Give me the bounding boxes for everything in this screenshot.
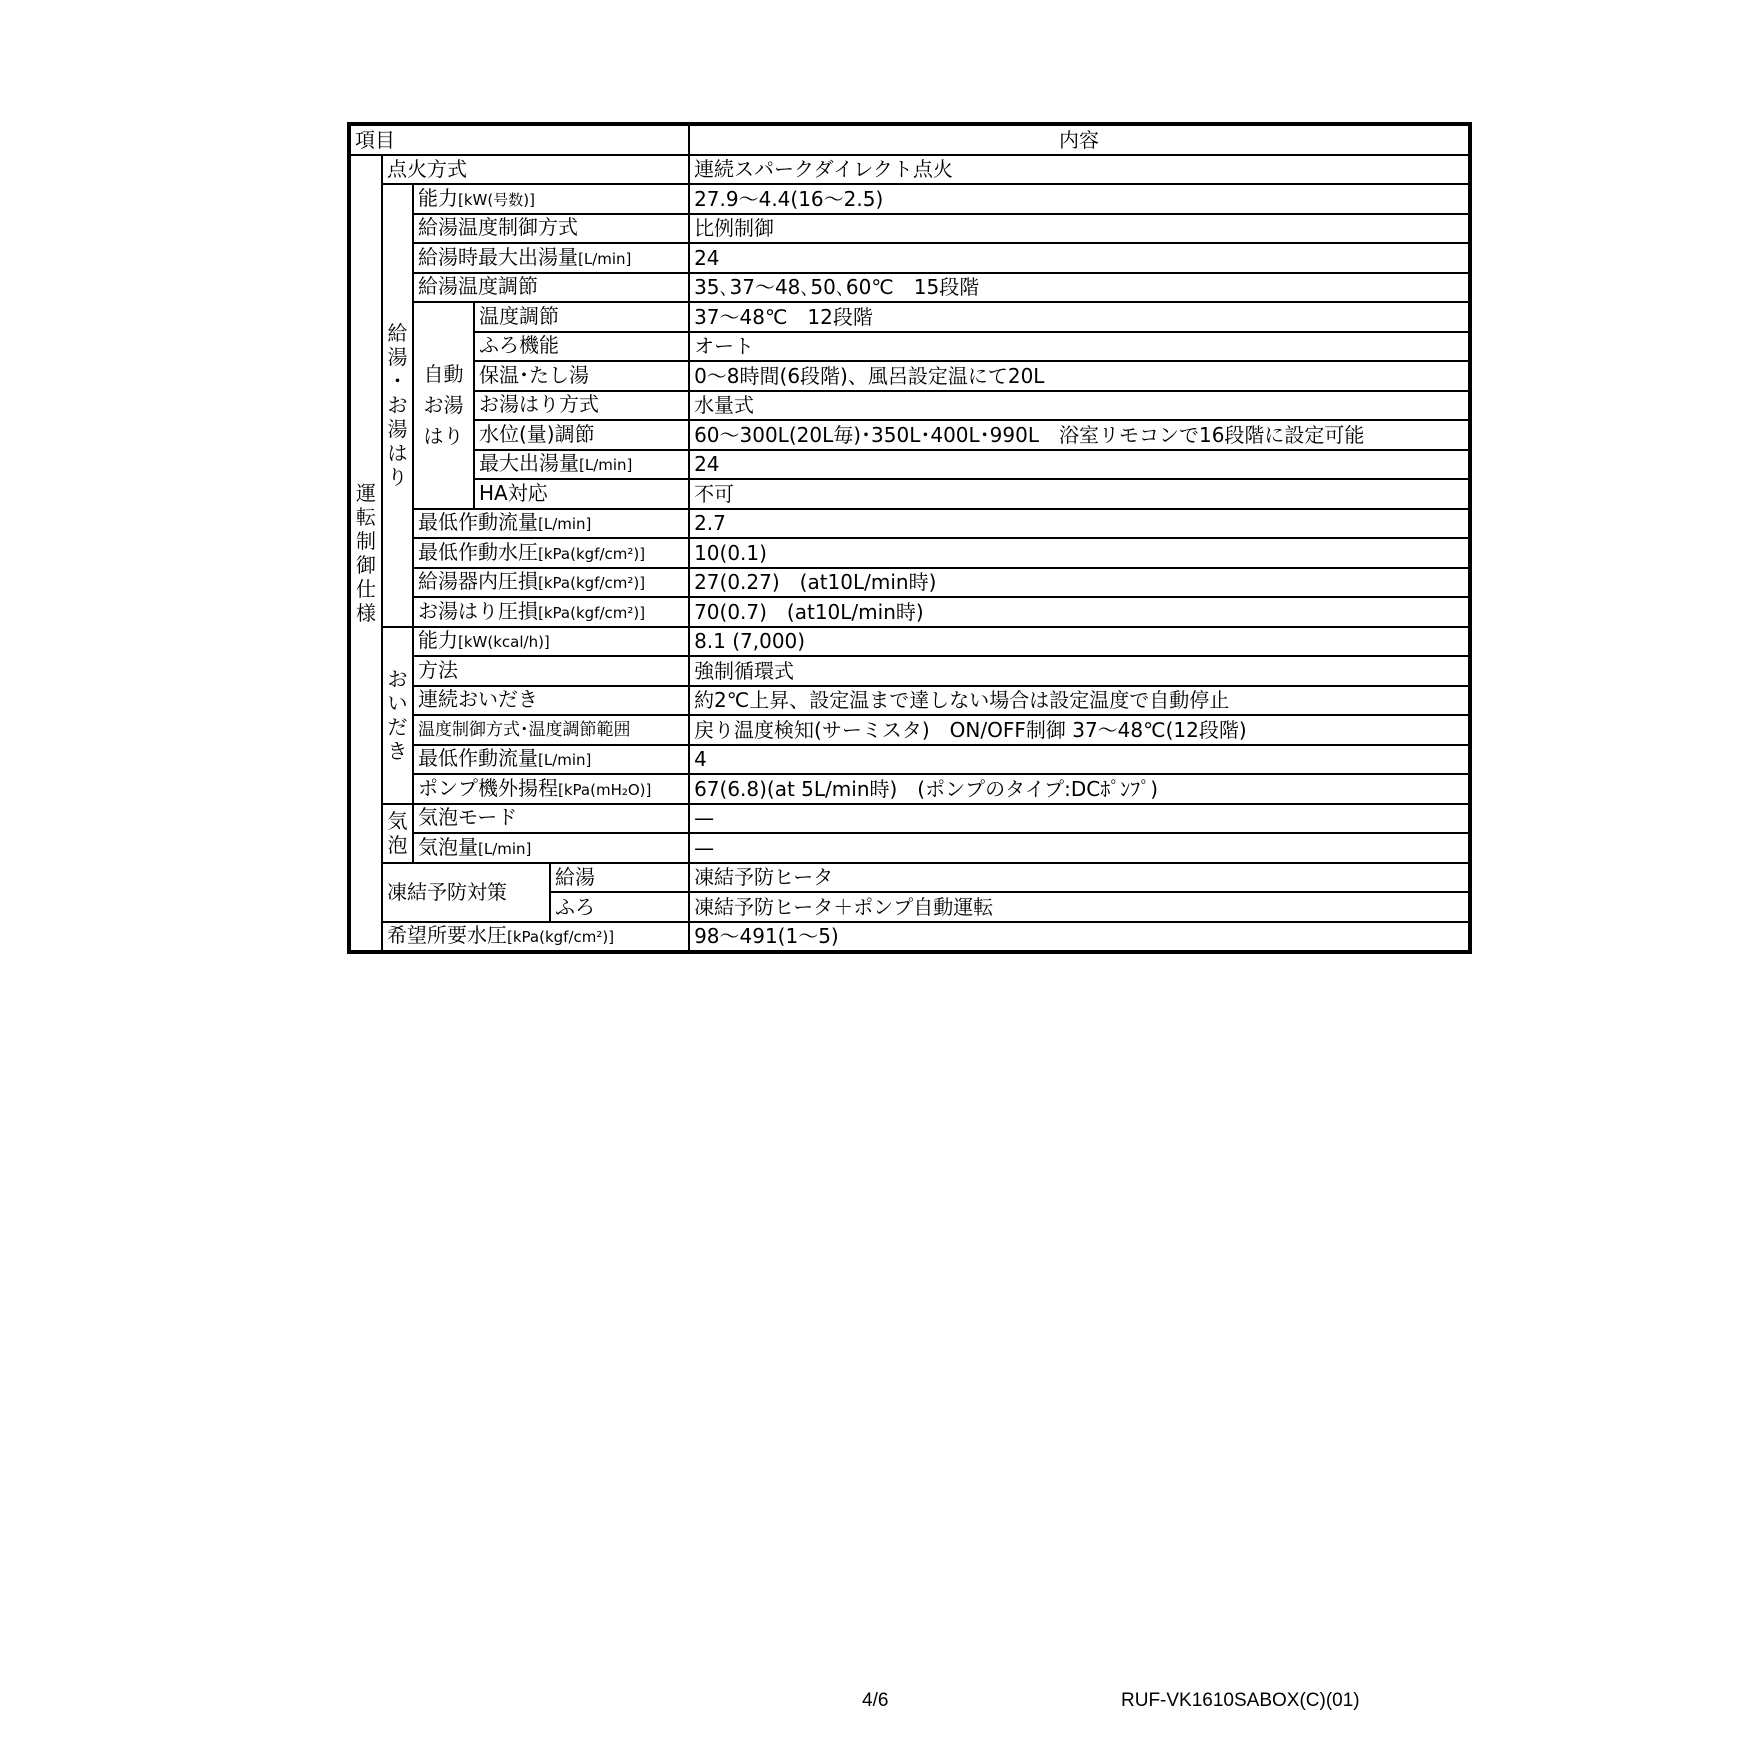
vertical-char: 湯 [387, 417, 408, 442]
row-label: 給湯時最大出湯量[L/min] [413, 243, 689, 273]
row-label: 方法 [413, 656, 689, 686]
row-value: 約2℃上昇、設定温まで達しない場合は設定温度で自動停止 [689, 686, 1470, 716]
row-label: 温度制御方式･温度調節範囲 [413, 715, 689, 745]
table-row [349, 184, 1470, 214]
vertical-char: 気 [387, 809, 408, 833]
vertical-char: 様 [356, 600, 376, 625]
vertical-char: ・ [387, 369, 408, 394]
spec-table [347, 122, 1472, 954]
vertical-char: だ [387, 715, 408, 739]
row-value: 35､37～48､50､60℃ 15段階 [689, 273, 1470, 303]
row-label: 給湯温度調節 [413, 273, 689, 303]
row-value: 67(6.8)(at 5L/min時) (ポンプのタイプ:DCﾎﾟﾝﾌﾟ) [689, 774, 1470, 804]
row-label: HA対応 [474, 479, 689, 509]
row-label: ポンプ機外揚程[kPa(mH₂O)] [413, 774, 689, 804]
row-label: ふろ [550, 892, 689, 922]
vertical-char: お [387, 393, 408, 418]
vertical-char: 仕 [356, 576, 376, 601]
row-label: 給湯 [550, 863, 689, 893]
vertical-char: 転 [356, 504, 376, 529]
table-row [349, 863, 1470, 893]
table-row [349, 538, 1470, 568]
vertical-char: き [387, 739, 408, 763]
model-number: RUF-VK1610SABOX(C)(01) [1121, 1690, 1360, 1711]
row-value: 37～48℃ 12段階 [689, 302, 1470, 332]
row-value: オート [689, 332, 1470, 362]
table-row [349, 922, 1470, 953]
row-value: 4 [689, 745, 1470, 775]
table-row [349, 627, 1470, 657]
row-value: — [689, 804, 1470, 834]
row-value: 24 [689, 243, 1470, 273]
row-label: 能力[kW(kcal/h)] [413, 627, 689, 657]
row-value: 27(0.27) (at10L/min時) [689, 568, 1470, 598]
row-value: — [689, 833, 1470, 863]
row-label: 最低作動流量[L/min] [413, 509, 689, 539]
row-label: お湯はり圧損[kPa(kgf/cm²)] [413, 597, 689, 627]
row-label: お湯はり方式 [474, 391, 689, 421]
row-label: 最低作動流量[L/min] [413, 745, 689, 775]
row-label: 希望所要水圧[kPa(kgf/cm²)] [382, 922, 689, 953]
freeze-label: 凍結予防対策 [382, 863, 550, 922]
table-row [349, 450, 1470, 480]
group-label-kyuto [382, 184, 413, 627]
row-value: 2.7 [689, 509, 1470, 539]
table-row [349, 332, 1470, 362]
table-row [349, 656, 1470, 686]
row-value: 凍結予防ヒータ＋ポンプ自動運転 [689, 892, 1470, 922]
row-label: 気泡量[L/min] [413, 833, 689, 863]
header-row [349, 124, 1470, 155]
row-value: 連続スパークダイレクト点火 [689, 155, 1470, 185]
table-row [349, 804, 1470, 834]
table-row [349, 833, 1470, 863]
table-row [349, 479, 1470, 509]
vertical-char: 湯 [387, 345, 408, 370]
table-row [349, 214, 1470, 244]
vertical-char: い [387, 691, 408, 715]
table-row [349, 391, 1470, 421]
row-value: 水量式 [689, 391, 1470, 421]
row-value: 強制循環式 [689, 656, 1470, 686]
row-value: 98～491(1～5) [689, 922, 1470, 953]
row-value: 戻り温度検知(サーミスタ) ON/OFF制御 37～48℃(12段階) [689, 715, 1470, 745]
table-row [349, 568, 1470, 598]
row-value: 70(0.7) (at10L/min時) [689, 597, 1470, 627]
row-value: 8.1 (7,000) [689, 627, 1470, 657]
table-row [349, 243, 1470, 273]
row-label: 能力[kW(号数)] [413, 184, 689, 214]
row-value: 24 [689, 450, 1470, 480]
table-row [349, 686, 1470, 716]
header-content: 内容 [689, 124, 1470, 155]
vertical-char: は [387, 441, 408, 466]
row-label: 最大出湯量[L/min] [474, 450, 689, 480]
vertical-char: お [387, 667, 408, 691]
vertical-char: り [387, 465, 408, 490]
table-row [349, 302, 1470, 332]
vertical-char: 自動 [423, 361, 464, 386]
vertical-char: 運 [356, 480, 376, 505]
row-label: 気泡モード [413, 804, 689, 834]
row-label: 最低作動水圧[kPa(kgf/cm²)] [413, 538, 689, 568]
row-label: 給湯器内圧損[kPa(kgf/cm²)] [413, 568, 689, 598]
table-row [349, 361, 1470, 391]
vertical-char: 御 [356, 552, 376, 577]
row-value: 不可 [689, 479, 1470, 509]
row-value: 比例制御 [689, 214, 1470, 244]
row-value: 10(0.1) [689, 538, 1470, 568]
table-row [349, 745, 1470, 775]
row-label: ふろ機能 [474, 332, 689, 362]
group-label-unten [349, 155, 382, 953]
table-row [349, 715, 1470, 745]
row-value: 60～300L(20L毎)･350L･400L･990L 浴室リモコンで16段階に設定可能 [689, 420, 1470, 450]
table-row [349, 597, 1470, 627]
table-row [349, 509, 1470, 539]
group-label-kihou [382, 804, 413, 863]
page-number: 4/6 [862, 1690, 889, 1711]
row-label: 保温･たし湯 [474, 361, 689, 391]
vertical-char: お湯 [423, 392, 464, 417]
row-label: 連続おいだき [413, 686, 689, 716]
vertical-char: 制 [356, 528, 376, 553]
group-label-auto [413, 302, 474, 509]
table-row [349, 273, 1470, 303]
row-value: 凍結予防ヒータ [689, 863, 1470, 893]
table-row [349, 774, 1470, 804]
row-label: 点火方式 [382, 155, 689, 185]
row-value: 0～8時間(6段階)、風呂設定温にて20L [689, 361, 1470, 391]
vertical-char: 泡 [387, 833, 408, 857]
row-value: 27.9～4.4(16～2.5) [689, 184, 1470, 214]
group-label-oidaki [382, 627, 413, 804]
vertical-char: 給 [387, 321, 408, 346]
table-row [349, 155, 1470, 185]
row-label: 温度調節 [474, 302, 689, 332]
row-label: 水位(量)調節 [474, 420, 689, 450]
vertical-char: はり [423, 423, 464, 448]
row-label: 給湯温度制御方式 [413, 214, 689, 244]
header-item: 項目 [349, 124, 689, 155]
table-row [349, 420, 1470, 450]
